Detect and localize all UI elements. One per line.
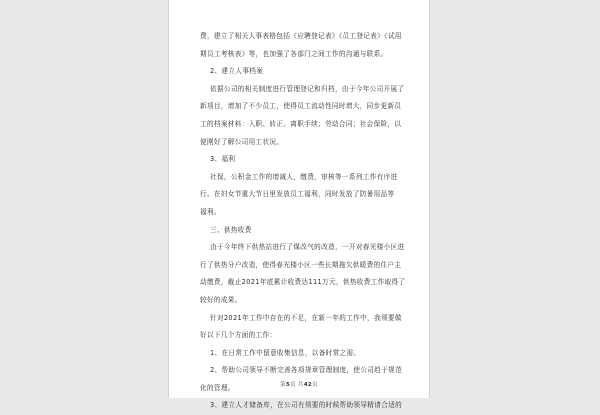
document-body (200, 28, 406, 415)
page-footer (168, 380, 430, 388)
text-line: 工的档案材料：入职、转正、离职手续；劳动合同；社会保险，以 (200, 119, 402, 128)
text-line: 依据公司的相关制度进行管理登记和归档，由于今年公司开展了 (210, 84, 405, 93)
total-page-count: 42 (303, 382, 313, 388)
text-line: 3、建立人才储备库，在公司有须要的时候帮助领导精请合适的 (210, 401, 403, 410)
current-page-number: 5 (285, 382, 291, 388)
text-line: 1、在日常工作中留意收集信息，以备时常之需。 (210, 348, 361, 357)
text-line: 由于今年终下供热站进行了煤改气的改造，一开对春光楼小区进 (210, 243, 405, 252)
text-line: 福利。 (200, 207, 221, 216)
text-line: 2、帮助公司领导不断完善各项规章管理制度，使公司趋于规范 (210, 366, 403, 375)
text-line: 2、建立人事档案 (210, 67, 264, 76)
text-line: 期员工考核表》等，也加强了各部门之间工作的沟通与联系。 (200, 49, 388, 58)
footer-middle: 页 共 (290, 382, 304, 388)
text-line: 新项目，增加了不少员工，使得员工流动性同时增大，同步更新员 (200, 102, 402, 111)
text-line: 行了供热分户改造，使得春光楼小区一些长期拖欠供暖费的住户主 (200, 260, 402, 269)
text-line: 好以下几个方面的工作： (200, 331, 277, 340)
footer-suffix: 页 (312, 382, 318, 388)
footer-prefix: 第 (280, 382, 286, 388)
text-line: 针对2021年工作中存在的不足，在新一年的工作中，我须要做 (210, 313, 402, 322)
text-line: 化的管理。 (200, 383, 235, 392)
text-line: 三、供热收费 (210, 225, 252, 234)
text-line: 费，建立了相关人事表格包括《应聘登记表》《员工登记表》《试用 (200, 32, 402, 40)
text-line: 行。在妇女节重大节日里发放员工福利，同时发放了防暑用品等 (200, 190, 395, 199)
text-line: 动缴费，截止2021年底累计收费达111万元，供热收费工作取得了 (200, 278, 406, 287)
text-line: 3、福利 (210, 155, 236, 164)
text-line: 社保，公积金工作的增减人，缴费，审核等一系列工作有序进 (210, 172, 398, 181)
text-line: 便刚好了解公司用工状况。 (200, 137, 284, 146)
text-line: 较好的成果。 (200, 295, 242, 304)
